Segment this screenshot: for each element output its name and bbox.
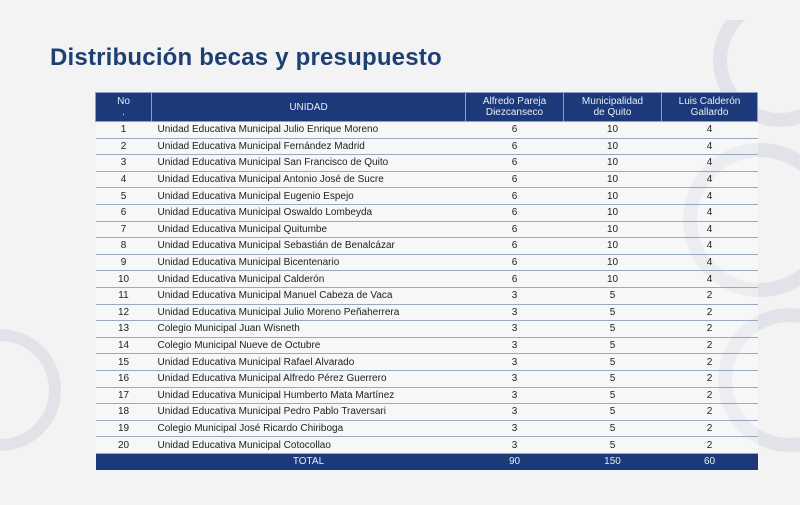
cell-unidad: Unidad Educativa Municipal Calderón [152,271,466,288]
cell-luis-calderon: 4 [662,155,758,172]
cell-unidad: Colegio Municipal Nueve de Octubre [152,337,466,354]
table-row [96,437,758,454]
table-row [96,337,758,354]
table-row [96,138,758,155]
cell-municipalidad: 5 [564,437,662,454]
cell-no: 7 [96,221,152,238]
cell-alfredo-pareja: 3 [466,420,564,437]
cell-no: 1 [96,122,152,139]
cell-alfredo-pareja: 3 [466,304,564,321]
cell-luis-calderon: 4 [662,171,758,188]
cell-no: 18 [96,404,152,421]
header-no: No . [96,93,152,122]
table-row [96,238,758,255]
total-no [96,453,152,470]
cell-unidad: Unidad Educativa Municipal Manuel Cabeza de Vaca [152,287,466,304]
table-footer [96,453,758,470]
cell-no: 17 [96,387,152,404]
cell-alfredo-pareja: 3 [466,387,564,404]
table-row [96,204,758,221]
cell-luis-calderon: 4 [662,138,758,155]
cell-unidad: Unidad Educativa Municipal Eugenio Espejo [152,188,466,205]
cell-alfredo-pareja: 6 [466,254,564,271]
cell-municipalidad: 10 [564,254,662,271]
cell-no: 8 [96,238,152,255]
cell-no: 19 [96,420,152,437]
cell-luis-calderon: 4 [662,254,758,271]
cell-municipalidad: 5 [564,370,662,387]
cell-no: 20 [96,437,152,454]
cell-unidad: Unidad Educativa Municipal Oswaldo Lombeyda [152,204,466,221]
cell-no: 15 [96,354,152,371]
cell-unidad: Colegio Municipal José Ricardo Chiriboga [152,420,466,437]
cell-unidad: Unidad Educativa Municipal Humberto Mata Martínez [152,387,466,404]
cell-municipalidad: 5 [564,337,662,354]
cell-luis-calderon: 2 [662,354,758,371]
cell-municipalidad: 10 [564,138,662,155]
cell-alfredo-pareja: 3 [466,287,564,304]
total-label: TOTAL [152,453,466,470]
cell-luis-calderon: 4 [662,122,758,139]
header-alfredo-pareja: Alfredo Pareja Diezcanseco [466,93,564,122]
cell-unidad: Unidad Educativa Municipal Pedro Pablo Traversari [152,404,466,421]
cell-no: 6 [96,204,152,221]
cell-no: 2 [96,138,152,155]
cell-no: 5 [96,188,152,205]
cell-unidad: Unidad Educativa Municipal Sebastián de Benalcázar [152,238,466,255]
header-luis-calderon: Luis Calderón Gallardo [662,93,758,122]
cell-no: 3 [96,155,152,172]
table-row [96,171,758,188]
cell-unidad: Unidad Educativa Municipal Julio Enrique Moreno [152,122,466,139]
table-row [96,155,758,172]
table-row [96,254,758,271]
cell-alfredo-pareja: 6 [466,271,564,288]
cell-municipalidad: 5 [564,304,662,321]
table-row [96,387,758,404]
table-row [96,122,758,139]
cell-municipalidad: 10 [564,155,662,172]
cell-alfredo-pareja: 6 [466,155,564,172]
cell-no: 9 [96,254,152,271]
cell-unidad: Unidad Educativa Municipal Julio Moreno Peñaherrera [152,304,466,321]
cell-alfredo-pareja: 6 [466,138,564,155]
cell-luis-calderon: 2 [662,304,758,321]
cell-alfredo-pareja: 6 [466,221,564,238]
cell-luis-calderon: 4 [662,188,758,205]
cell-alfredo-pareja: 6 [466,188,564,205]
cell-unidad: Unidad Educativa Municipal Bicentenario [152,254,466,271]
cell-unidad: Unidad Educativa Municipal Cotocollao [152,437,466,454]
cell-luis-calderon: 2 [662,404,758,421]
cell-alfredo-pareja: 6 [466,204,564,221]
cell-no: 14 [96,337,152,354]
cell-luis-calderon: 2 [662,437,758,454]
table-row [96,404,758,421]
cell-luis-calderon: 4 [662,221,758,238]
cell-luis-calderon: 4 [662,271,758,288]
cell-alfredo-pareja: 3 [466,404,564,421]
cell-luis-calderon: 2 [662,370,758,387]
total-row [96,453,758,470]
cell-alfredo-pareja: 6 [466,122,564,139]
table-row [96,188,758,205]
cell-luis-calderon: 4 [662,238,758,255]
cell-alfredo-pareja: 6 [466,171,564,188]
cell-no: 16 [96,370,152,387]
cell-alfredo-pareja: 3 [466,370,564,387]
cell-municipalidad: 5 [564,354,662,371]
cell-luis-calderon: 2 [662,287,758,304]
cell-unidad: Unidad Educativa Municipal Quitumbe [152,221,466,238]
cell-unidad: Unidad Educativa Municipal Alfredo Pérez Guerrero [152,370,466,387]
cell-unidad: Unidad Educativa Municipal Rafael Alvarado [152,354,466,371]
cell-alfredo-pareja: 6 [466,238,564,255]
total-luis-calderon: 60 [662,453,758,470]
cell-municipalidad: 10 [564,171,662,188]
decorative-pattern [0,300,100,500]
cell-municipalidad: 5 [564,321,662,338]
cell-municipalidad: 10 [564,238,662,255]
cell-municipalidad: 5 [564,387,662,404]
cell-municipalidad: 10 [564,271,662,288]
header-municipalidad: Municipalidad de Quito [564,93,662,122]
cell-luis-calderon: 2 [662,321,758,338]
cell-no: 13 [96,321,152,338]
cell-alfredo-pareja: 3 [466,337,564,354]
cell-alfredo-pareja: 3 [466,321,564,338]
cell-alfredo-pareja: 3 [466,437,564,454]
table-row [96,321,758,338]
cell-municipalidad: 5 [564,287,662,304]
cell-no: 10 [96,271,152,288]
table-row [96,271,758,288]
total-municipalidad: 150 [564,453,662,470]
cell-unidad: Unidad Educativa Municipal Fernández Madrid [152,138,466,155]
cell-municipalidad: 5 [564,404,662,421]
cell-no: 11 [96,287,152,304]
scholarship-table [95,92,758,470]
cell-no: 4 [96,171,152,188]
cell-no: 12 [96,304,152,321]
header-unidad: UNIDAD [152,93,466,122]
cell-alfredo-pareja: 3 [466,354,564,371]
cell-municipalidad: 10 [564,221,662,238]
cell-municipalidad: 10 [564,122,662,139]
cell-municipalidad: 10 [564,188,662,205]
cell-unidad: Unidad Educativa Municipal San Francisco de Quito [152,155,466,172]
table-row [96,370,758,387]
total-alfredo-pareja: 90 [466,453,564,470]
cell-luis-calderon: 2 [662,420,758,437]
table-header [96,93,758,122]
table-row [96,304,758,321]
cell-municipalidad: 5 [564,420,662,437]
table-body [96,122,758,454]
table-row [96,287,758,304]
table-row [96,354,758,371]
cell-luis-calderon: 4 [662,204,758,221]
cell-unidad: Unidad Educativa Municipal Antonio José de Sucre [152,171,466,188]
cell-luis-calderon: 2 [662,387,758,404]
table-row [96,420,758,437]
table-row [96,221,758,238]
page-title: Distribución becas y presupuesto [50,44,442,71]
cell-municipalidad: 10 [564,204,662,221]
cell-unidad: Colegio Municipal Juan Wisneth [152,321,466,338]
cell-luis-calderon: 2 [662,337,758,354]
